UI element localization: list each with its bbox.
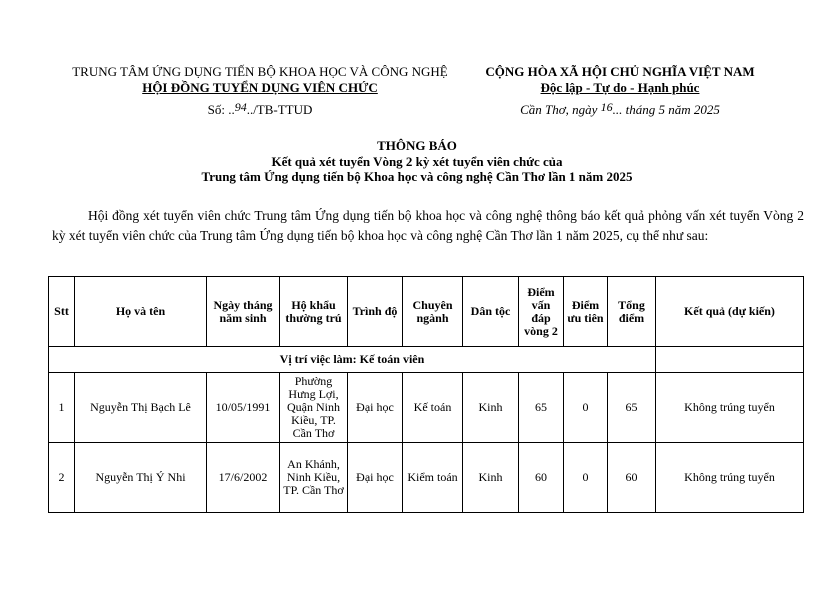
cell-total: 60 [608,443,656,513]
col-header-priority: Điểm ưu tiên [564,277,608,347]
intro-paragraph: Hội đồng xét tuyển viên chức Trung tâm Ứng dụng tiến bộ khoa học và công nghệ thông báo kết quả phỏng vấn xét tuyển Vòng 2 kỳ xét tuyển viên chức của Trung tâm Ứng dụng tiến bộ khoa học và công nghệ Cần Thơ lần 1 năm 2025, cụ thể như sau: [52,208,804,243]
cell-level: Đại học [348,443,403,513]
cell-priority: 0 [564,373,608,443]
title-line-1: THÔNG BÁO [377,138,457,153]
col-header-level: Trình độ [348,277,403,347]
cell-result: Không trúng tuyển [656,443,804,513]
org-name: TRUNG TÂM ỨNG DỤNG TIẾN BỘ KHOA HỌC VÀ CÔNG NGHỆ [72,64,448,79]
cell-address: An Khánh, Ninh Kiều, TP. Cần Thơ [280,443,348,513]
document-number: Số: ..94../TB-TTUD [207,100,313,117]
cell-priority: 0 [564,443,608,513]
table-header-row [49,277,804,347]
table-row [49,443,804,513]
title-line-2: Kết quả xét tuyển Vòng 2 kỳ xét tuyển viên chức của [271,153,563,169]
cell-stt: 1 [49,373,75,443]
document-day: 16 [600,100,613,114]
title-line-3: Trung tâm Ứng dụng tiến bộ Khoa học và công nghệ Cần Thơ lần 1 năm 2025 [201,169,633,184]
cell-address: Phường Hưng Lợi, Quận Ninh Kiều, TP. Cần Thơ [280,373,348,443]
cell-total: 65 [608,373,656,443]
motto: Độc lập - Tự do - Hạnh phúc [540,80,700,95]
notice-title [0,138,834,185]
col-header-major: Chuyên ngành [403,277,463,347]
col-header-ethnic: Dân tộc [463,277,519,347]
col-header-result: Kết quả (dự kiến) [656,277,804,347]
section-label: Vị trí việc làm: Kế toán viên [49,347,656,373]
col-header-name: Họ và tên [75,277,207,347]
document-number-value: 94 [234,100,247,114]
header-left [60,64,460,118]
cell-interview: 60 [519,443,564,513]
col-header-stt: Stt [49,277,75,347]
country-name: CỘNG HÒA XÃ HỘI CHỦ NGHĨA VIỆT NAM [485,64,755,79]
document-date: Cần Thơ, ngày 16... tháng 5 năm 2025 [520,100,720,117]
header-right [470,64,770,118]
cell-name: Nguyễn Thị Bạch Lê [75,373,207,443]
col-header-interview: Điểm vấn đáp vòng 2 [519,277,564,347]
cell-major: Kế toán [403,373,463,443]
cell-level: Đại học [348,373,403,443]
cell-dob: 17/6/2002 [207,443,280,513]
cell-name: Nguyễn Thị Ý Nhi [75,443,207,513]
cell-result: Không trúng tuyển [656,373,804,443]
cell-interview: 65 [519,373,564,443]
cell-dob: 10/05/1991 [207,373,280,443]
council-name: HỘI ĐỒNG TUYỂN DỤNG VIÊN CHỨC [142,80,378,95]
cell-major: Kiểm toán [403,443,463,513]
section-row [49,347,804,373]
col-header-dob: Ngày tháng năm sinh [207,277,280,347]
cell-ethnic: Kinh [463,443,519,513]
col-header-total: Tổng điểm [608,277,656,347]
table-row [49,373,804,443]
cell-ethnic: Kinh [463,373,519,443]
col-header-address: Hộ khẩu thường trú [280,277,348,347]
results-table [48,276,804,513]
cell-stt: 2 [49,443,75,513]
